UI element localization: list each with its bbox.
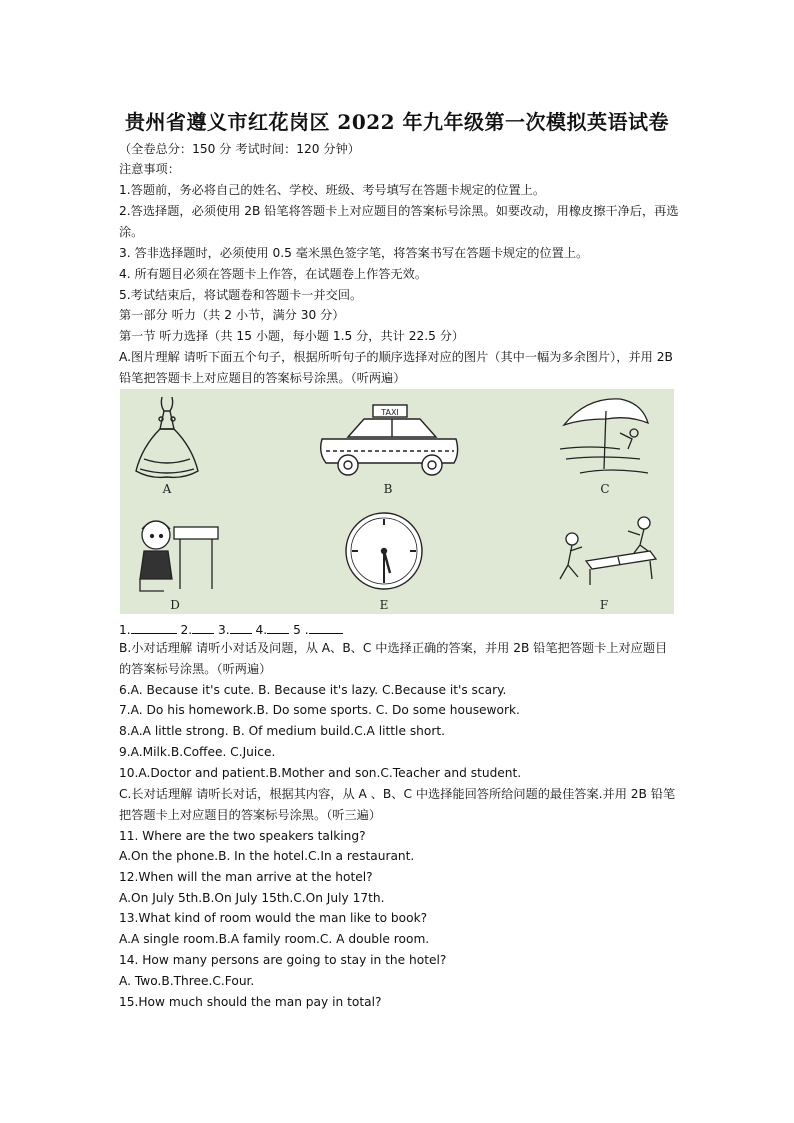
taxi-picture <box>321 405 458 475</box>
question-item: 14. How many persons are going to stay in the hotel? <box>119 953 447 967</box>
blank-label-2: 2. <box>180 623 193 637</box>
answer-options: A. Two.B.Three.C.Four. <box>119 974 255 988</box>
answer-blank <box>230 619 252 634</box>
picture-label-f: F <box>599 598 609 612</box>
answer-blank <box>131 619 177 634</box>
picture-label-d: D <box>170 598 180 612</box>
notes-heading: 注意事项： <box>119 162 180 176</box>
dress-picture <box>136 397 198 477</box>
question-item: 9.A.Milk.B.Coffee. C.Juice. <box>119 745 276 759</box>
note-item: 4. 所有题目必须在答题卡上作答，在试题卷上作答无效。 <box>119 267 428 281</box>
question-item: 11. Where are the two speakers talking? <box>119 829 366 843</box>
picture-label-a: A <box>162 482 172 496</box>
part-heading: 第一部分 听力（共 2 小节，满分 30 分） <box>119 308 345 322</box>
boy-piano-picture <box>140 521 218 591</box>
question-item: 12.When will the man arrive at the hotel? <box>119 870 373 884</box>
blank-label-5: 5 . <box>293 623 309 637</box>
answer-blanks <box>119 619 679 640</box>
table-tennis-picture <box>560 517 656 585</box>
answer-blank <box>192 619 214 634</box>
section-b-instruction: B.小对话理解 请听小对话及问题，从 A、B、C 中选择正确的答案，并用 2B 铅笔把答题卡上对应题目的答案标号涂黑。（听两遍） <box>119 641 668 676</box>
picture-label-c: C <box>600 482 610 496</box>
answer-options: A.On July 5th.B.On July 15th.C.On July 17th. <box>119 891 385 905</box>
picture-label-b: B <box>383 482 393 496</box>
clock-picture <box>346 513 422 589</box>
page-title: 贵州省遵义市红花岗区 2022 年九年级第一次模拟英语试卷 <box>124 110 670 134</box>
note-item: 1.答题前，务必将自己的姓名、学校、班级、考号填写在答题卡规定的位置上。 <box>119 183 546 197</box>
question-item: 8.A.A little strong. B. Of medium build.C.A little short. <box>119 724 446 738</box>
section-a-instruction: A.图片理解 请听下面五个句子，根据所听句子的顺序选择对应的图片（其中一幅为多余图片），并用 2B 铅笔把答题卡上对应题目的答案标号涂黑。（听两遍） <box>119 350 673 385</box>
question-item: 15.How much should the man pay in total? <box>119 995 382 1009</box>
section-c-instruction: C.长对话理解 请听长对话，根据其内容，从 A 、B、C 中选择能回答所给问题的最佳答案.并用 2B 铅笔把答题卡上对应题目的答案标号涂黑。（听三遍） <box>119 787 676 822</box>
blank-label-3: 3. <box>218 623 230 637</box>
note-item: 5.考试结束后，将试题卷和答题卡一并交回。 <box>119 288 363 302</box>
answer-blank <box>267 619 289 634</box>
answer-options: A.A single room.B.A family room.C. A double room. <box>119 932 430 946</box>
picture-illustrations <box>120 389 674 614</box>
blank-label-4: 4. <box>255 623 268 637</box>
note-item: 2.答选择题，必须使用 2B 铅笔将答题卡上对应题目的答案标号涂黑。如要改动，用橡皮擦干净后，再选涂。 <box>119 204 679 239</box>
beach-picture <box>560 399 648 473</box>
answer-options: A.On the phone.B. In the hotel.C.In a restaurant. <box>119 849 415 863</box>
question-item: 6.A. Because it's cute. B. Because it's lazy. C.Because it's scary. <box>119 683 507 697</box>
answer-blank <box>309 619 343 634</box>
question-item: 10.A.Doctor and patient.B.Mother and son.C.Teacher and student. <box>119 766 522 780</box>
section-heading: 第一节 听力选择（共 15 小题，每小题 1.5 分，共计 22.5 分） <box>119 329 465 343</box>
note-item: 3. 答非选择题时，必须使用 0.5 毫米黑色签字笔，将答案书写在答题卡规定的位置上。 <box>119 246 589 260</box>
blank-label-1: 1. <box>119 623 131 637</box>
question-item: 13.What kind of room would the man like to book? <box>119 911 428 925</box>
picture-panel <box>120 389 674 614</box>
score-time-line: （全卷总分：150 分 考试时间：120 分钟） <box>119 142 360 156</box>
picture-label-e: E <box>379 598 389 612</box>
taxi-sign-text: TAXI <box>381 408 399 417</box>
question-item: 7.A. Do his homework.B. Do some sports. C. Do some housework. <box>119 703 520 717</box>
